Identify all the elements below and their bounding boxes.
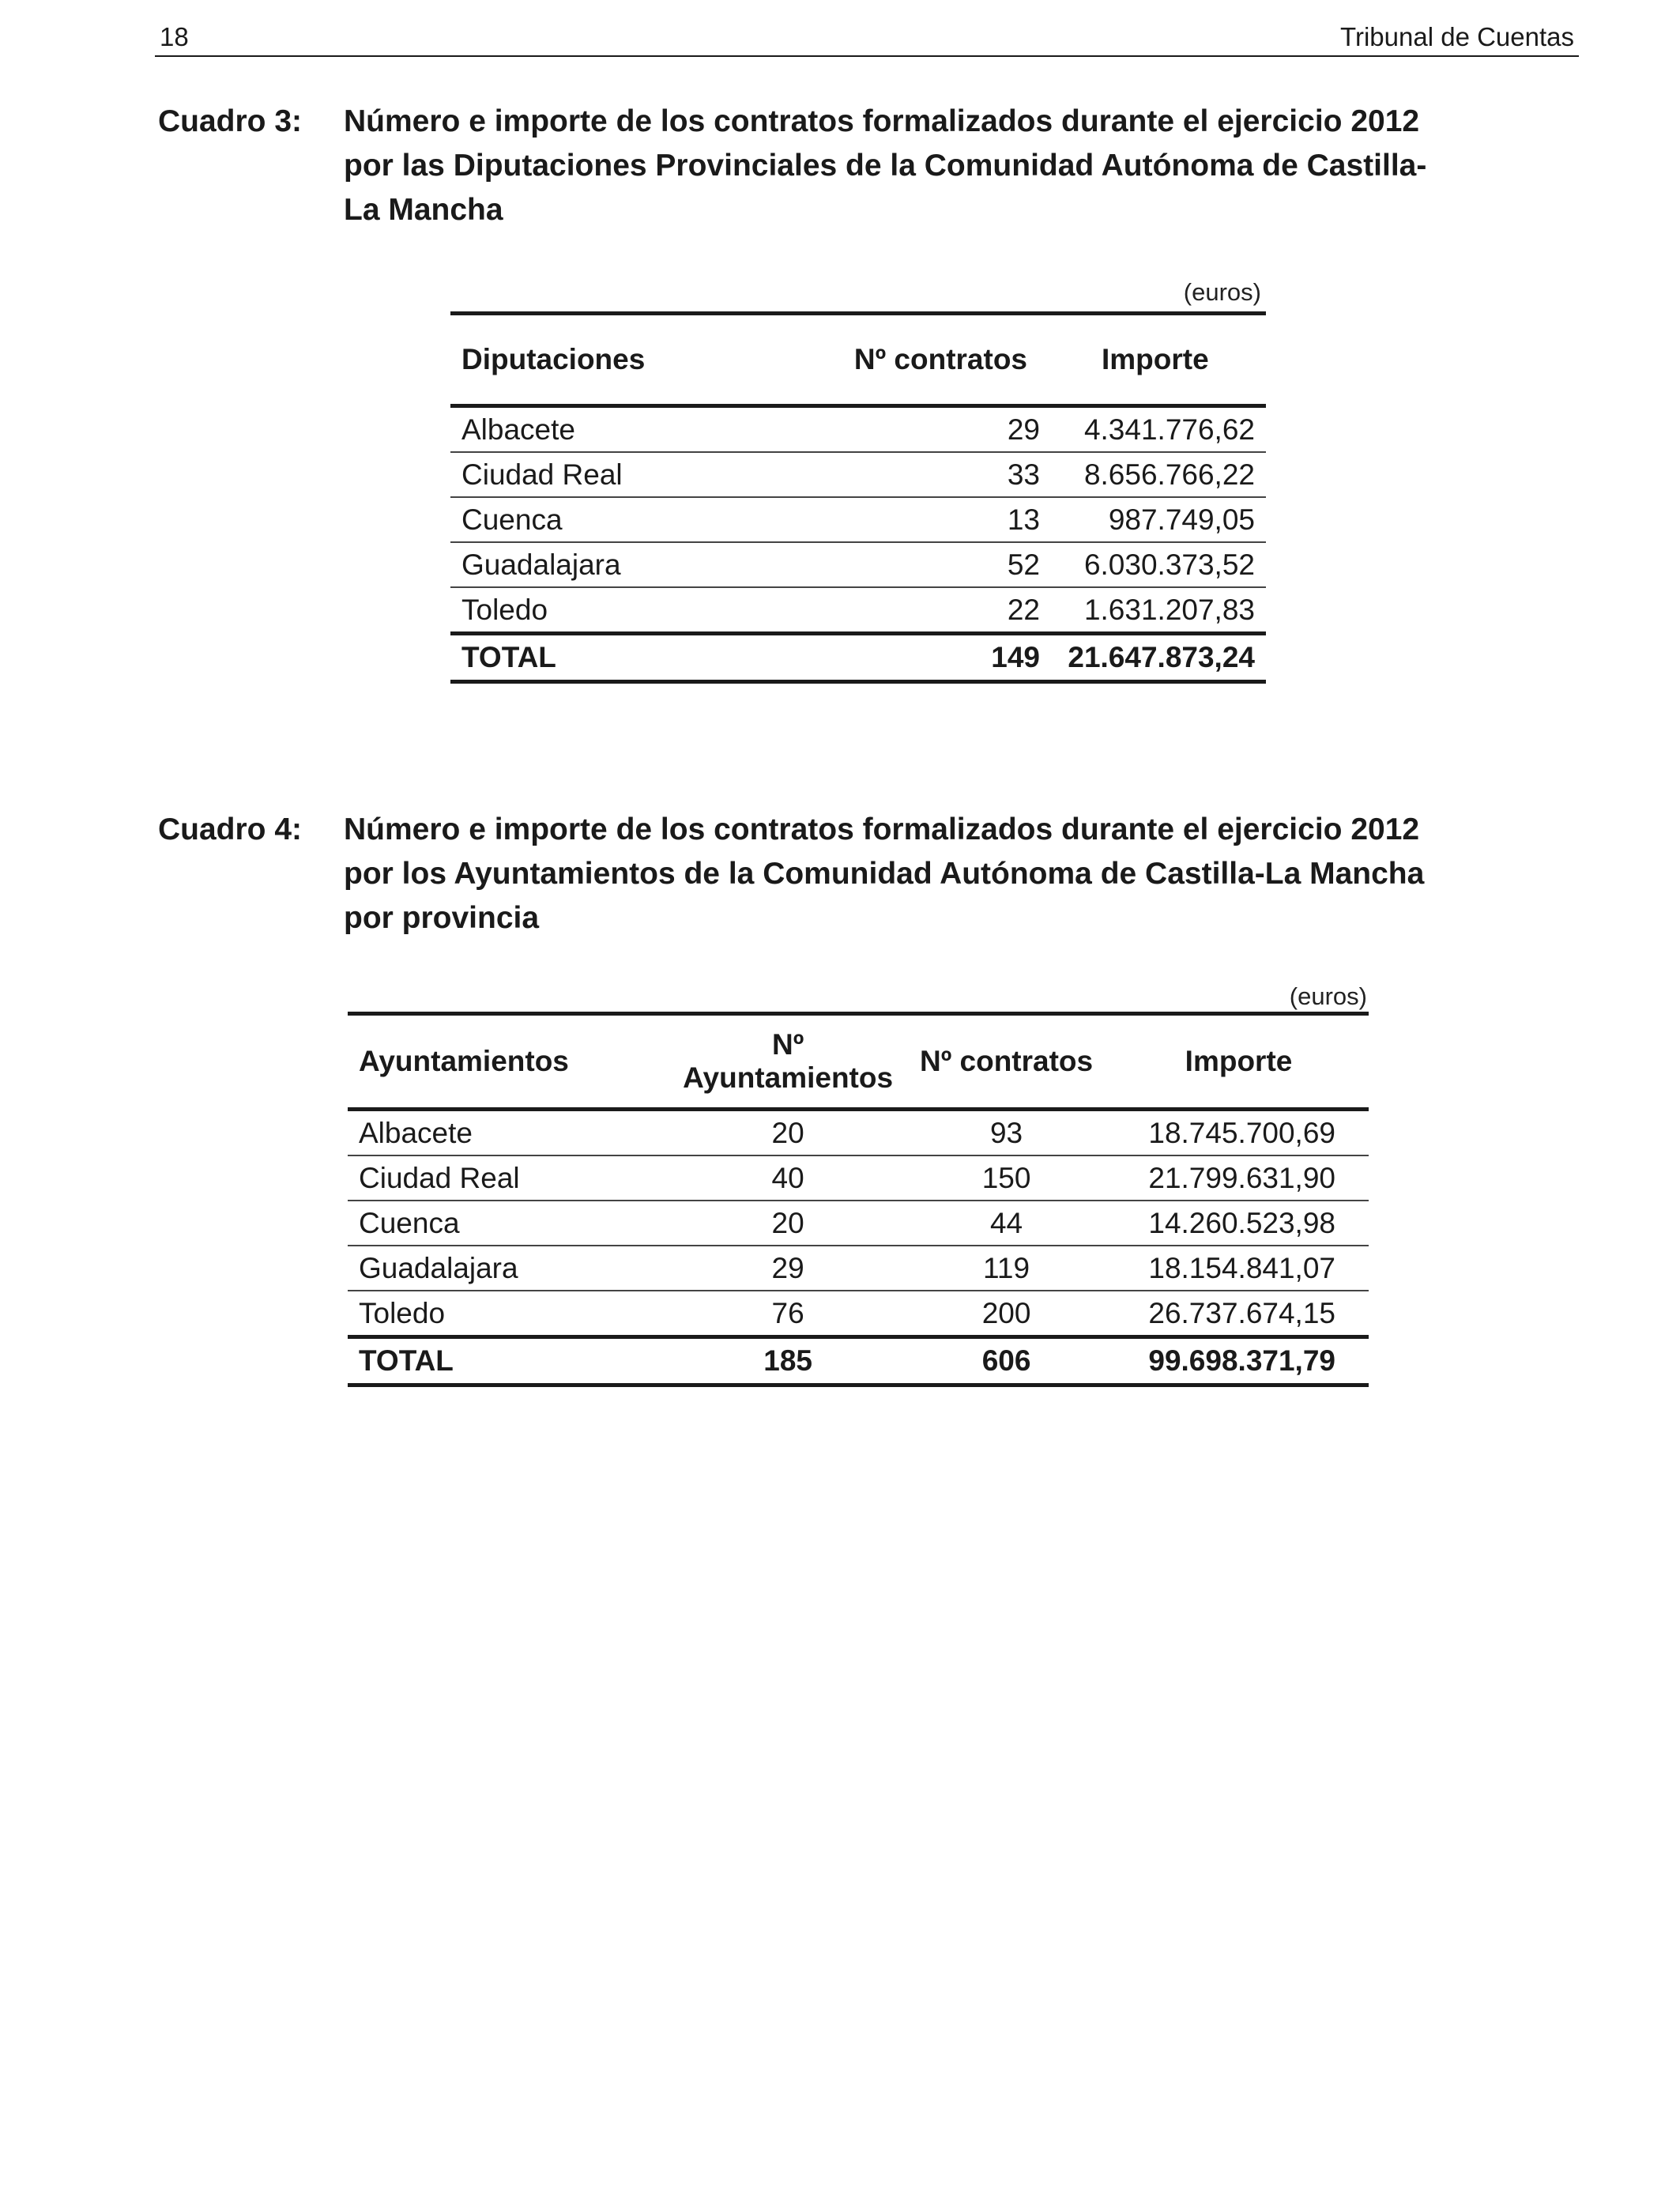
cell-name: Guadalajara xyxy=(348,1246,672,1291)
cell-ayuntamientos: 29 xyxy=(672,1246,904,1291)
cell-ayuntamientos: 20 xyxy=(672,1201,904,1246)
cell-name: Toledo xyxy=(461,593,548,626)
table-row xyxy=(450,587,1266,634)
total-label: TOTAL xyxy=(359,1344,454,1377)
cuadro-4-unit: (euros) xyxy=(1289,982,1367,1010)
cell-importe: 1.631.207,83 xyxy=(1083,593,1255,626)
cuadro-3-title-line: Número e importe de los contratos formalizados durante el ejercicio 2012 xyxy=(344,104,1420,138)
cell-importe: 18.154.841,07 xyxy=(1109,1246,1369,1291)
cuadro-4-title xyxy=(344,808,1640,941)
cell-ayuntamientos: 20 xyxy=(672,1110,904,1156)
total-label: TOTAL xyxy=(461,641,556,673)
cell-ayuntamientos: 40 xyxy=(672,1155,904,1201)
column-header-num-contratos: Nº contratos xyxy=(920,1045,1094,1077)
cell-contratos: 52 xyxy=(814,542,1051,587)
column-header-num-contratos: Nº contratos xyxy=(853,343,1027,375)
total-contratos: 606 xyxy=(981,1344,1031,1377)
total-contratos: 149 xyxy=(991,641,1040,673)
cuadro-3-table xyxy=(450,311,1266,684)
table-header-row xyxy=(450,314,1266,406)
cell-contratos: 150 xyxy=(904,1155,1109,1201)
total-importe: 21.647.873,24 xyxy=(1068,641,1255,673)
table-row xyxy=(348,1246,1369,1291)
cuadro-3-title-line: por las Diputaciones Provinciales de la Comunidad Autónoma de Castilla- xyxy=(344,149,1427,183)
cell-importe: 18.745.700,69 xyxy=(1109,1110,1369,1156)
cell-importe: 6.030.373,52 xyxy=(1051,542,1266,587)
cuadro-4-label: Cuadro 4: xyxy=(158,812,303,846)
cell-contratos: 200 xyxy=(981,1296,1031,1329)
table-row xyxy=(450,542,1266,587)
cell-contratos: 33 xyxy=(814,452,1051,497)
table-row xyxy=(348,1291,1369,1337)
table-row xyxy=(348,1155,1369,1201)
table-row xyxy=(450,406,1266,453)
cell-contratos: 29 xyxy=(814,406,1051,453)
cuadro-4-table xyxy=(348,1012,1369,1387)
cell-name: Guadalajara xyxy=(450,542,814,587)
cell-name: Ciudad Real xyxy=(348,1155,672,1201)
table-row xyxy=(450,497,1266,542)
total-row xyxy=(348,1337,1369,1385)
cell-name: Albacete xyxy=(348,1110,672,1156)
cell-contratos: 93 xyxy=(904,1110,1109,1156)
cuadro-3-label: Cuadro 3: xyxy=(158,104,303,138)
cuadro-3-unit: (euros) xyxy=(1183,278,1261,306)
cell-importe: 21.799.631,90 xyxy=(1109,1155,1369,1201)
cell-importe: 987.749,05 xyxy=(1051,497,1266,542)
total-row xyxy=(450,634,1266,682)
cell-name: Ciudad Real xyxy=(450,452,814,497)
cell-name: Albacete xyxy=(450,406,814,453)
cell-name: Cuenca xyxy=(348,1201,672,1246)
cell-importe: 4.341.776,62 xyxy=(1051,406,1266,453)
cell-ayuntamientos: 76 xyxy=(771,1296,804,1329)
cell-name: Cuenca xyxy=(450,497,814,542)
cell-importe: 8.656.766,22 xyxy=(1051,452,1266,497)
cell-name: Toledo xyxy=(359,1296,446,1329)
total-ayuntamientos: 185 xyxy=(763,1344,812,1377)
cell-importe: 26.737.674,15 xyxy=(1148,1296,1335,1329)
cuadro-4-title-line: por los Ayuntamientos de la Comunidad Autónoma de Castilla-La Mancha xyxy=(344,857,1425,891)
column-header-diputaciones: Diputaciones xyxy=(461,343,646,375)
table-row xyxy=(348,1201,1369,1246)
document-source: Tribunal de Cuentas xyxy=(1340,22,1574,51)
cuadro-4-title-line: por provincia xyxy=(344,901,540,935)
cell-importe: 14.260.523,98 xyxy=(1109,1201,1369,1246)
cell-contratos: 22 xyxy=(1007,593,1040,626)
cuadro-4-title-line: Número e importe de los contratos formalizados durante el ejercicio 2012 xyxy=(344,812,1420,846)
table-row xyxy=(450,452,1266,497)
cell-contratos: 44 xyxy=(904,1201,1109,1246)
column-header-importe: Importe xyxy=(1185,1045,1293,1077)
column-header-line: Ayuntamientos xyxy=(683,1061,894,1094)
cell-contratos: 13 xyxy=(814,497,1051,542)
total-importe: 99.698.371,79 xyxy=(1148,1344,1335,1377)
table-header-row xyxy=(348,1014,1369,1110)
column-header-line: Nº xyxy=(772,1028,804,1061)
column-header-importe: Importe xyxy=(1102,343,1209,375)
cell-contratos: 119 xyxy=(904,1246,1109,1291)
table-row xyxy=(348,1110,1369,1156)
column-header-num-ayuntamientos xyxy=(672,1014,904,1110)
cuadro-3-title-line: La Mancha xyxy=(344,193,503,227)
page-number: 18 xyxy=(160,22,189,51)
page-header xyxy=(155,19,1579,57)
cuadro-3-title xyxy=(344,100,1640,232)
column-header-ayuntamientos: Ayuntamientos xyxy=(359,1045,569,1077)
